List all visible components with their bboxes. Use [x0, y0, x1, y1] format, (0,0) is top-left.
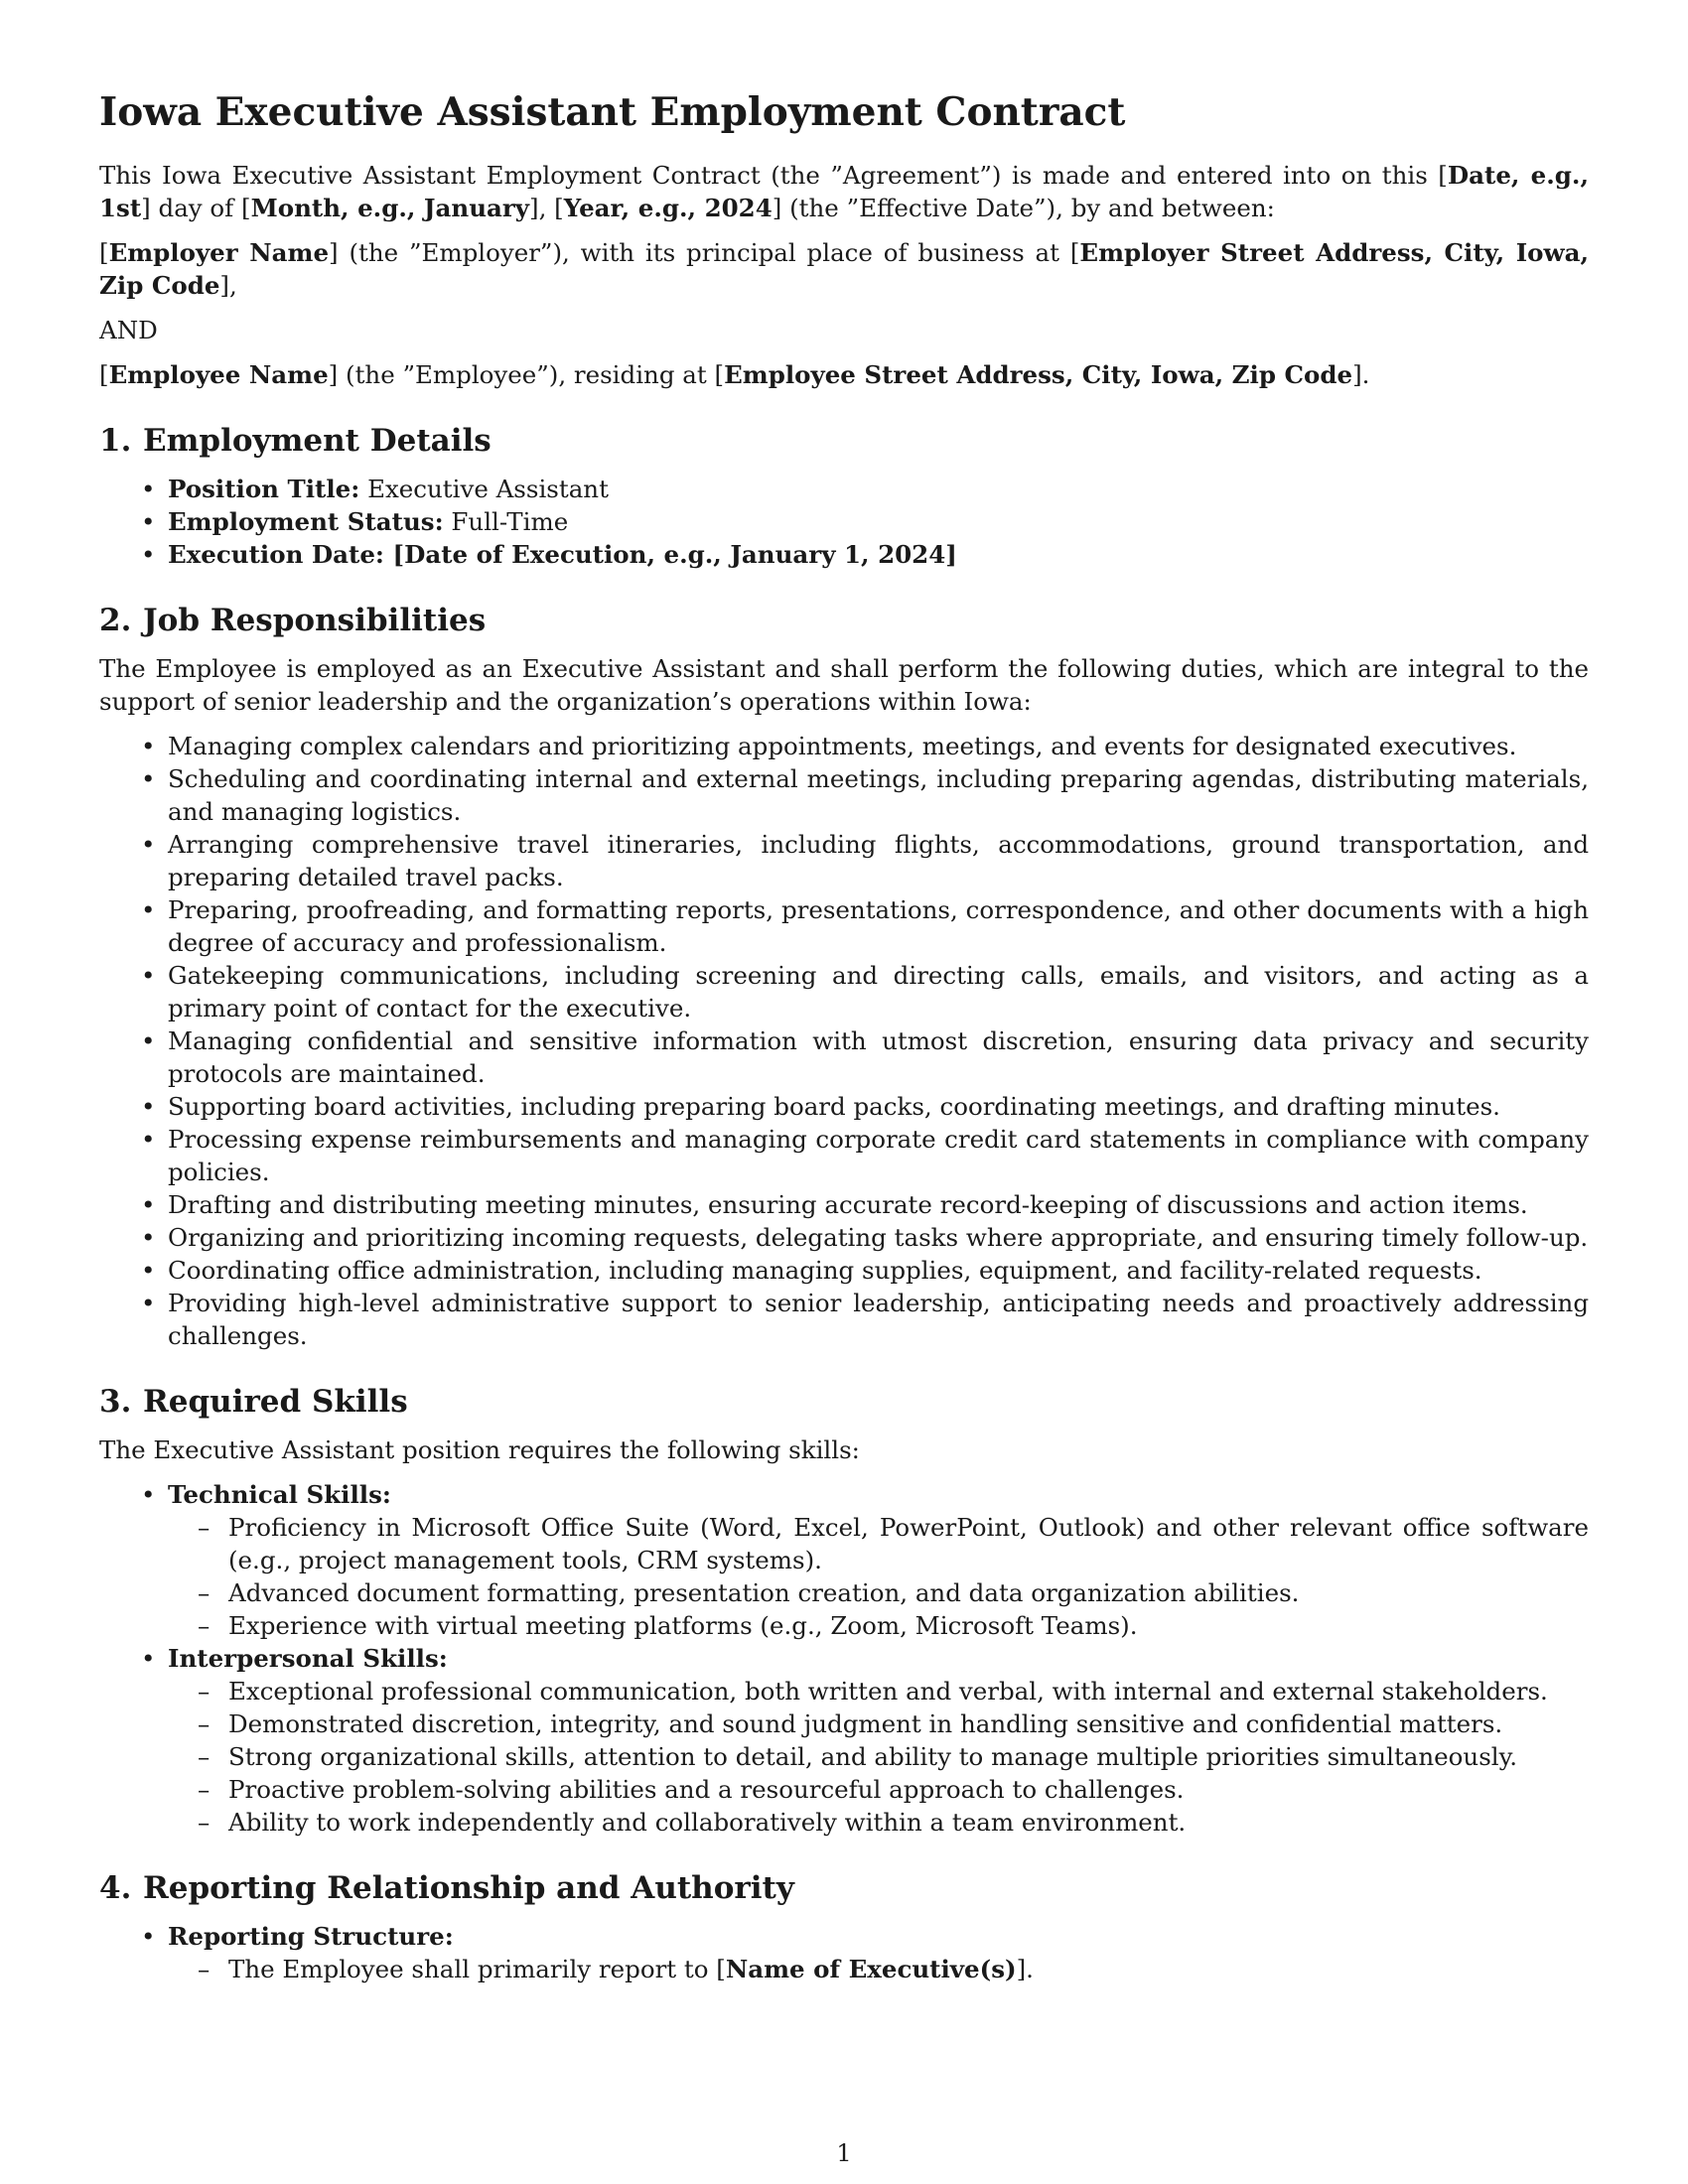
- date-placeholder: Date, e.g., 1st: [99, 161, 1589, 222]
- employer-address-placeholder: Employer Street Address, City, Iowa, Zip Code: [99, 238, 1589, 300]
- intro-paragraph: This Iowa Executive Assistant Employment Contract (the ”Agreement”) is made and entered into on this [Date, e.g., 1st] day of [Month, e.g., January], [Year, e.g., 2024] (the ”Effective Date”), by and between:: [99, 161, 1589, 222]
- list-item: • Preparing, proofreading, and formatting reports, presentations, correspondence, and other documents with a high degree of accuracy and professionalism.: [99, 893, 1589, 959]
- reporting-sublist: [168, 1953, 1589, 1985]
- document-body: [99, 87, 1589, 1985]
- sublist-item: – Proficiency in Microsoft Office Suite (Word, Excel, PowerPoint, Outlook) and other relevant office software (e.g., project management tools, CRM systems).: [168, 1511, 1589, 1576]
- employee-address-placeholder: Employee Street Address, City, Iowa, Zip Code: [724, 360, 1353, 389]
- interpersonal-skills-sublist: [168, 1675, 1589, 1839]
- sublist-item: – Advanced document formatting, presentation creation, and data organization abilities.: [168, 1576, 1589, 1609]
- list-item: • Gatekeeping communications, including screening and directing calls, emails, and visitors, and acting as a primary point of contact for the executive.: [99, 959, 1589, 1024]
- document-title: Iowa Executive Assistant Employment Contract: [99, 89, 1126, 135]
- list-item: [99, 1642, 1589, 1839]
- list-item: • Coordinating office administration, including managing supplies, equipment, and facility-related requests.: [99, 1254, 1589, 1287]
- list-item: • Managing confidential and sensitive information with utmost discretion, ensuring data privacy and security protocols are maintained.: [99, 1024, 1589, 1090]
- list-item: • Processing expense reimbursements and managing corporate credit card statements in compliance with company policies.: [99, 1123, 1589, 1188]
- list-item: • Drafting and distributing meeting minutes, ensuring accurate record-keeping of discussions and action items.: [99, 1188, 1589, 1221]
- list-item: • Providing high-level administrative support to senior leadership, anticipating needs and proactively addressing challenges.: [99, 1287, 1589, 1352]
- month-placeholder: Month, e.g., January: [250, 194, 530, 222]
- list-item: • Employment Status: Full-Time: [99, 505, 1589, 538]
- list-item: • Scheduling and coordinating internal and external meetings, including preparing agendas, distributing materials, and managing logistics.: [99, 762, 1589, 828]
- section-heading-required-skills: 3. Required Skills: [99, 1384, 408, 1420]
- employee-paragraph: [Employee Name] (the ”Employee”), residing at [Employee Street Address, City, Iowa, Zip Code].: [99, 360, 1370, 389]
- reporting-list: [99, 1920, 1589, 1985]
- employer-paragraph: [Employer Name] (the ”Employer”), with its principal place of business at [Employer Street Address, City, Iowa, Zip Code],: [99, 238, 1589, 300]
- sublist-item: – Strong organizational skills, attention to detail, and ability to manage multiple priorities simultaneously.: [168, 1740, 1589, 1773]
- sublist-item: – Exceptional professional communication, both written and verbal, with internal and external stakeholders.: [168, 1675, 1589, 1707]
- sublist-item: – Ability to work independently and collaboratively within a team environment.: [168, 1806, 1589, 1839]
- sublist-item: – The Employee shall primarily report to [Name of Executive(s)].: [168, 1953, 1589, 1985]
- reporting-structure-label: Reporting Structure:: [168, 1922, 454, 1951]
- list-item: • Supporting board activities, including preparing board packs, coordinating meetings, and drafting minutes.: [99, 1090, 1589, 1123]
- and-separator: AND: [99, 316, 158, 344]
- skills-intro: The Executive Assistant position requires the following skills:: [99, 1435, 860, 1464]
- employee-name-placeholder: Employee Name: [108, 360, 329, 389]
- list-item: • Organizing and prioritizing incoming requests, delegating tasks where appropriate, and ensuring timely follow-up.: [99, 1221, 1589, 1254]
- technical-skills-sublist: [168, 1511, 1589, 1642]
- responsibilities-list: [99, 730, 1589, 1352]
- employer-name-placeholder: Employer Name: [108, 238, 330, 267]
- list-item: • Position Title: Executive Assistant: [99, 473, 1589, 505]
- responsibilities-intro: The Employee is employed as an Executive Assistant and shall perform the following duties, which are integral to the support of senior leadership and the organization’s operations within Iowa:: [99, 654, 1589, 716]
- interpersonal-skills-label: Interpersonal Skills:: [168, 1644, 448, 1673]
- list-item: [99, 1478, 1589, 1642]
- page-number: 1: [836, 2139, 852, 2167]
- sublist-item: – Demonstrated discretion, integrity, and sound judgment in handling sensitive and confidential matters.: [168, 1707, 1589, 1740]
- section-heading-job-responsibilities: 2. Job Responsibilities: [99, 603, 487, 638]
- skills-list: [99, 1478, 1589, 1839]
- technical-skills-label: Technical Skills:: [168, 1480, 391, 1509]
- list-item: • Managing complex calendars and prioritizing appointments, meetings, and events for designated executives.: [99, 730, 1589, 762]
- list-item: • Execution Date: [Date of Execution, e.g., January 1, 2024]: [99, 538, 1589, 571]
- sublist-item: – Proactive problem-solving abilities and a resourceful approach to challenges.: [168, 1773, 1589, 1806]
- employment-details-list: [99, 473, 1589, 571]
- executive-name-placeholder: Name of Executive(s): [725, 1955, 1017, 1983]
- section-heading-reporting-relationship: 4. Reporting Relationship and Authority: [99, 1870, 794, 1906]
- sublist-item: – Experience with virtual meeting platforms (e.g., Zoom, Microsoft Teams).: [168, 1609, 1589, 1642]
- section-heading-employment-details: 1. Employment Details: [99, 423, 492, 459]
- year-placeholder: Year, e.g., 2024: [563, 194, 773, 222]
- list-item: [99, 1920, 1589, 1985]
- list-item: • Arranging comprehensive travel itineraries, including flights, accommodations, ground transportation, and preparing detailed travel packs.: [99, 828, 1589, 893]
